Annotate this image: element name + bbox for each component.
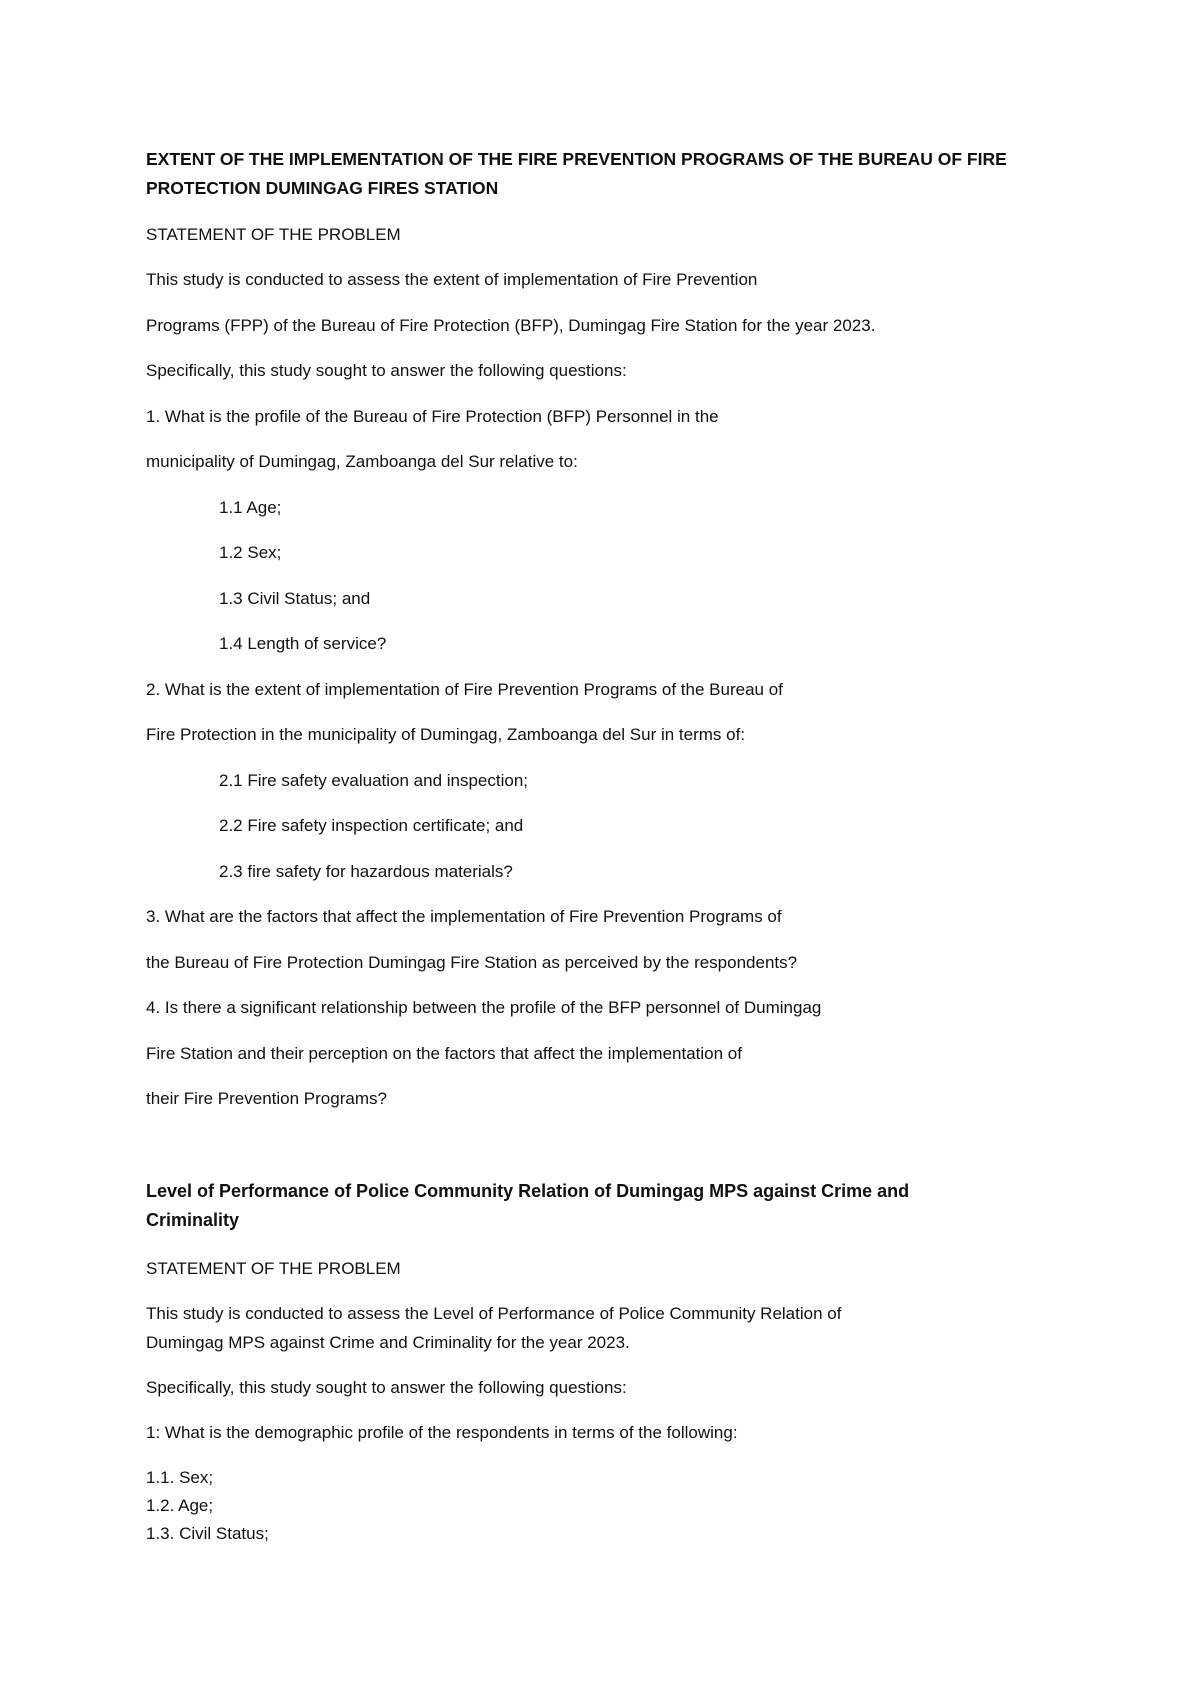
study2-intro-line1: This study is conducted to assess the Level of Performance of Police Community Relation of [146,1304,842,1323]
study1-q1-item: 1.1 Age; [219,498,282,517]
study1-intro-line1: This study is conducted to assess the extent of implementation of Fire Prevention [146,270,758,289]
study2-title-line2: Criminality [146,1210,240,1230]
study2-title-line1: Level of Performance of Police Community Relation of Dumingag MPS against Crime and [146,1181,910,1201]
study1-q1-item: 1.2 Sex; [219,543,282,562]
study1-q3-line2: the Bureau of Fire Protection Dumingag Fire Station as perceived by the respondents? [146,953,798,972]
study1-q2-line2: Fire Protection in the municipality of Dumingag, Zamboanga del Sur in terms of: [146,725,746,744]
study2-q1-item: 1.3. Civil Status; [146,1524,269,1543]
study1-q4-line2: Fire Station and their perception on the factors that affect the implementation of [146,1044,742,1063]
study1-q1-item: 1.3 Civil Status; and [219,589,371,608]
study2-lead: Specifically, this study sought to answer the following questions: [146,1378,627,1397]
study2-heading: STATEMENT OF THE PROBLEM [146,1259,401,1278]
study1-q1-item: 1.4 Length of service? [219,634,387,653]
study1-q4-line1: 4. Is there a significant relationship between the profile of the BFP personnel of Dumingag [146,998,822,1017]
study1-lead: Specifically, this study sought to answer the following questions: [146,361,627,380]
study1-q2-item: 2.3 fire safety for hazardous materials? [219,862,513,881]
study1-q2-item: 2.1 Fire safety evaluation and inspection; [219,771,529,790]
study2-q1-item: 1.2. Age; [146,1496,214,1515]
study1-q2-item: 2.2 Fire safety inspection certificate; and [219,816,524,835]
study1-title-line2: PROTECTION DUMINGAG FIRES STATION [146,178,499,198]
study1-q1-line2: municipality of Dumingag, Zamboanga del Sur relative to: [146,452,578,471]
study2-q1: 1: What is the demographic profile of the respondents in terms of the following: [146,1423,738,1442]
study2-q1-item: 1.1. Sex; [146,1468,214,1487]
study1-q1-line1: 1. What is the profile of the Bureau of Fire Protection (BFP) Personnel in the [146,407,719,426]
study1-heading: STATEMENT OF THE PROBLEM [146,225,401,244]
study1-q4-line3: their Fire Prevention Programs? [146,1089,387,1108]
study1-title-line1: EXTENT OF THE IMPLEMENTATION OF THE FIRE PREVENTION PROGRAMS OF THE BUREAU OF FIRE [146,149,1007,169]
study1-q3-line1: 3. What are the factors that affect the implementation of Fire Prevention Programs of [146,907,782,926]
study1-intro-line2: Programs (FPP) of the Bureau of Fire Protection (BFP), Dumingag Fire Station for the year 2023. [146,316,876,335]
study1-q2-line1: 2. What is the extent of implementation of Fire Prevention Programs of the Bureau of [146,680,783,699]
study2-intro-line2: Dumingag MPS against Crime and Criminality for the year 2023. [146,1333,630,1352]
